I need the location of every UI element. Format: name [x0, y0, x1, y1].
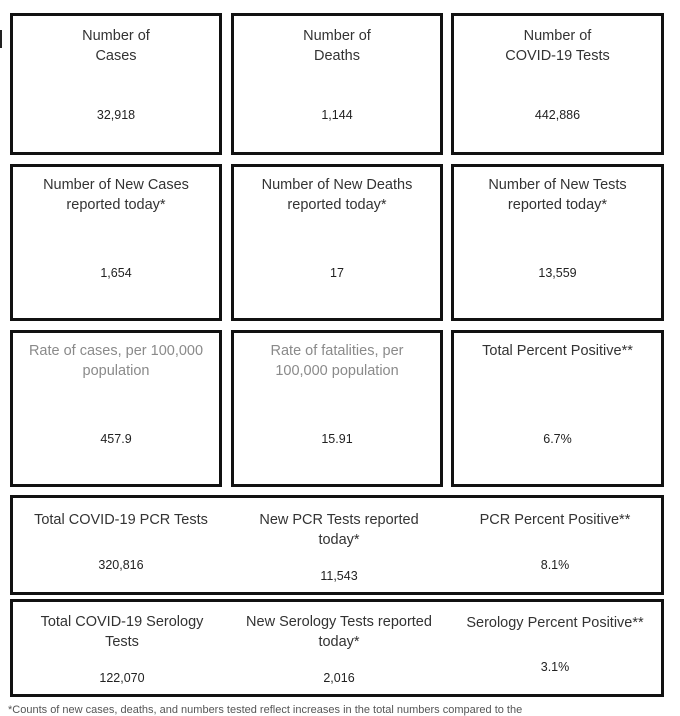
serology-total-label: Total COVID-19 Serology Tests [40, 614, 204, 650]
new-deaths-card [231, 164, 443, 321]
deaths-label: Number of Deaths [303, 28, 371, 64]
new-deaths-value: 17 [330, 266, 344, 280]
case-rate-label: Rate of cases, per 100,000 population [28, 343, 204, 379]
percent-positive-value: 6.7% [543, 432, 572, 446]
cases-card [10, 13, 222, 155]
new-tests-card [451, 164, 664, 321]
tests-value: 442,886 [534, 108, 581, 122]
serology-new-value: 2,016 [323, 671, 355, 685]
tests-card [451, 13, 664, 155]
new-tests-value: 13,559 [538, 266, 577, 280]
pcr-positive-value: 8.1% [540, 558, 570, 572]
pcr-positive-label: PCR Percent Positive** [479, 512, 631, 528]
serology-card [10, 599, 664, 697]
pcr-total-value: 320,816 [98, 558, 144, 572]
footnote: *Counts of new cases, deaths, and numbers tested reflect increases in the total numbers compared to the [8, 704, 523, 716]
serology-total-value: 122,070 [99, 671, 145, 685]
case-rate-value: 457.9 [100, 432, 132, 446]
new-tests-label: Number of New Tests reported today* [488, 177, 627, 213]
percent-positive-card [451, 330, 664, 487]
serology-new-label: New Serology Tests reported today* [246, 614, 432, 650]
deaths-card [231, 13, 443, 155]
fatality-rate-label: Rate of fatalities, per 100,000 population [270, 343, 404, 379]
new-cases-card [10, 164, 222, 321]
new-cases-value: 1,654 [100, 266, 132, 280]
pcr-new-label: New PCR Tests reported today* [259, 512, 419, 548]
cases-value: 32,918 [96, 108, 136, 122]
pcr-new-value: 11,543 [320, 569, 358, 583]
edge-marker [0, 30, 2, 48]
pcr-total-label: Total COVID-19 PCR Tests [34, 512, 208, 528]
case-rate-card [10, 330, 222, 487]
tests-label: Number of COVID-19 Tests [505, 28, 610, 64]
pcr-card [10, 495, 664, 595]
cases-label: Number of Cases [82, 28, 150, 64]
fatality-rate-card [231, 330, 443, 487]
new-cases-label: Number of New Cases reported today* [43, 177, 189, 213]
deaths-value: 1,144 [321, 108, 353, 122]
percent-positive-label: Total Percent Positive** [482, 343, 633, 359]
serology-positive-label: Serology Percent Positive** [466, 615, 644, 631]
new-deaths-label: Number of New Deaths reported today* [261, 177, 413, 213]
serology-positive-value: 3.1% [540, 660, 570, 674]
fatality-rate-value: 15.91 [321, 432, 353, 446]
